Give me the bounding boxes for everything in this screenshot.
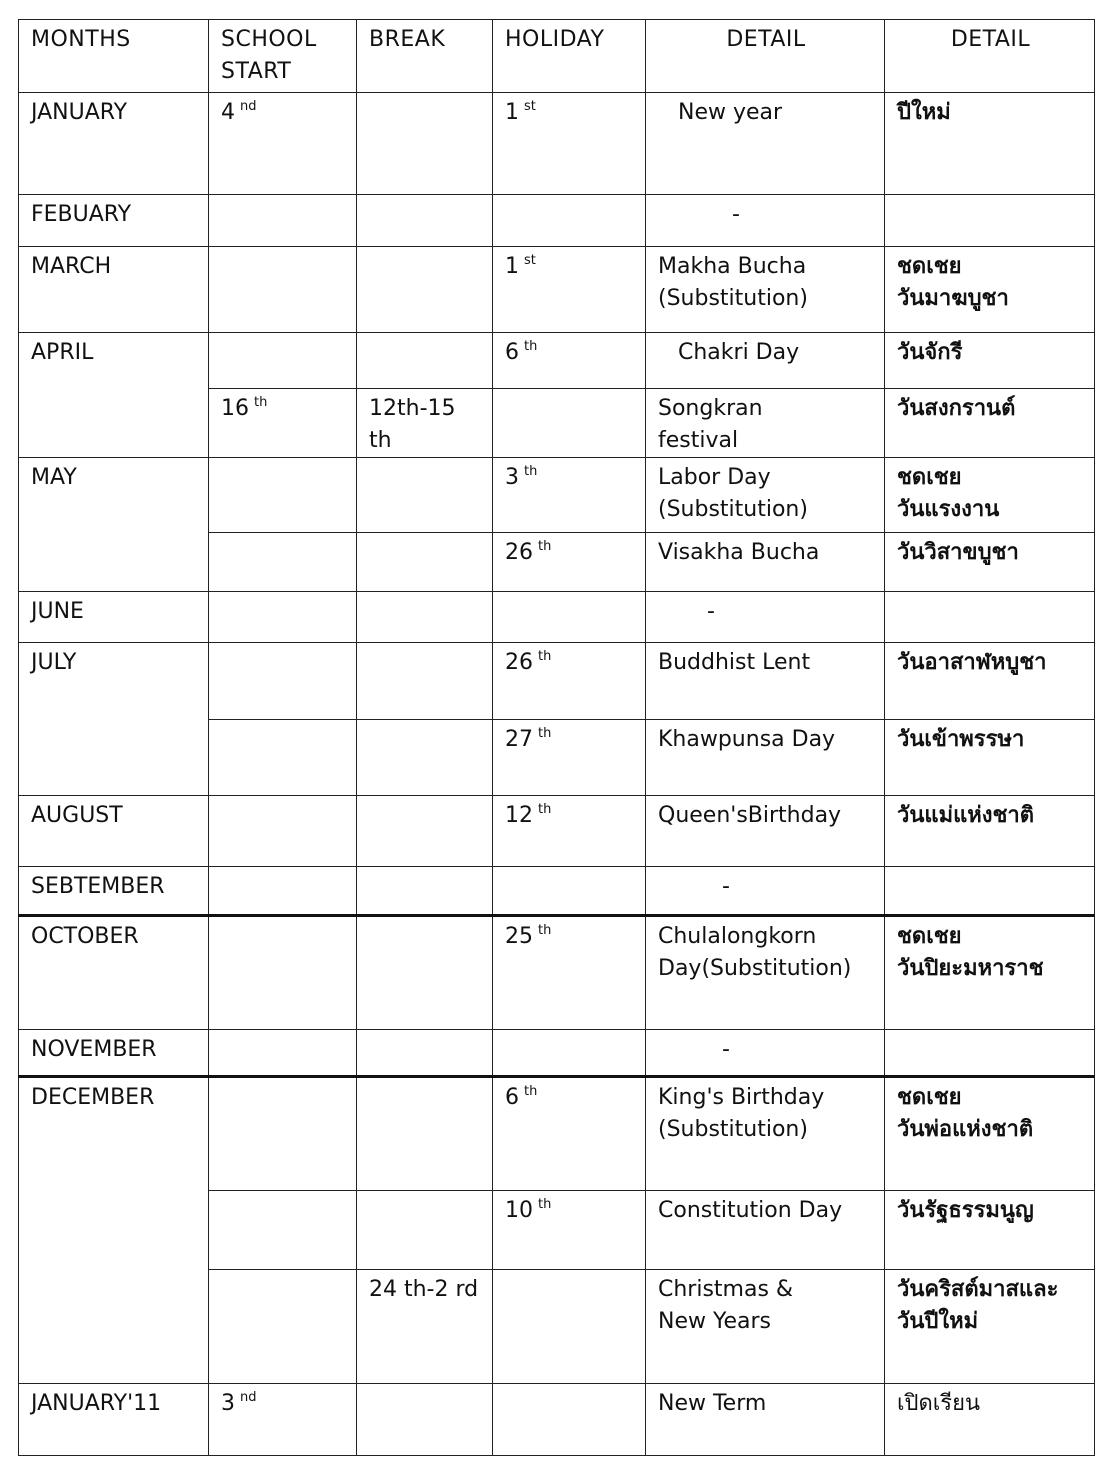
detail-th-cell: วันวิสาขบูชา xyxy=(885,533,1095,592)
detail-th-text: วันคริสต์มาสและ วันปีใหม่ xyxy=(897,1277,1059,1334)
holiday-suffix: th xyxy=(538,923,552,938)
holiday-day: 26 xyxy=(505,650,533,675)
school-start-cell xyxy=(209,93,357,195)
detail-en-text: Christmas & New Years xyxy=(658,1277,794,1334)
holiday-cell xyxy=(493,93,646,195)
break-cell xyxy=(357,1270,493,1384)
detail-th-cell: วันจักรี xyxy=(885,333,1095,389)
holiday-cell xyxy=(493,867,646,916)
detail-en-cell: New Term xyxy=(646,1384,885,1456)
holiday-day: 25 xyxy=(505,924,533,949)
holiday-suffix: th xyxy=(524,1084,538,1099)
detail-th-cell: ปีใหม่ xyxy=(885,93,1095,195)
detail-th-text: ชดเชย วันปิยะมหาราช xyxy=(897,924,1044,981)
detail-en-text: Chulalongkorn Day(Substitution) xyxy=(658,924,852,981)
break-cell xyxy=(357,720,493,796)
header-months: MONTHS xyxy=(19,20,209,93)
holiday-cell xyxy=(493,1030,646,1077)
detail-en-cell xyxy=(646,195,885,247)
detail-th-cell: วันแม่แห่งชาติ xyxy=(885,796,1095,867)
holiday-day: 27 xyxy=(505,727,533,752)
detail-en-cell xyxy=(646,389,885,458)
break-cell xyxy=(357,458,493,533)
school-start-suffix: th xyxy=(254,395,268,410)
table-row xyxy=(19,1384,1095,1456)
holiday-suffix: th xyxy=(538,649,552,664)
detail-th-cell: วันอาสาฬหบูชา xyxy=(885,643,1095,720)
month-cell: MARCH xyxy=(19,247,209,333)
break-cell xyxy=(357,533,493,592)
month-cell: NOVEMBER xyxy=(19,1030,209,1077)
detail-th-cell xyxy=(885,1270,1095,1384)
detail-th-cell: เปิดเรียน xyxy=(885,1384,1095,1456)
holiday-cell xyxy=(493,1191,646,1270)
school-start-cell xyxy=(209,247,357,333)
holiday-cell xyxy=(493,458,646,533)
school-start-cell xyxy=(209,643,357,720)
holiday-cell xyxy=(493,195,646,247)
detail-en-cell xyxy=(646,867,885,916)
school-start-cell xyxy=(209,1270,357,1384)
table-row xyxy=(19,247,1095,333)
detail-th-text: ชดเชย วันพ่อแห่งชาติ xyxy=(897,1085,1034,1142)
month-cell: SEBTEMBER xyxy=(19,867,209,916)
month-cell: APRIL xyxy=(19,333,209,458)
holiday-cell xyxy=(493,1384,646,1456)
detail-en-cell xyxy=(646,1270,885,1384)
header-break: BREAK xyxy=(357,20,493,93)
month-cell: JULY xyxy=(19,643,209,796)
detail-th-cell: วันรัฐธรรมนูญ xyxy=(885,1191,1095,1270)
break-cell xyxy=(357,916,493,1030)
school-start-cell xyxy=(209,195,357,247)
month-cell: JANUARY'11 xyxy=(19,1384,209,1456)
holiday-cell xyxy=(493,333,646,389)
table-row xyxy=(19,916,1095,1030)
detail-en-text: Chakri Day xyxy=(678,340,800,365)
header-school-start-text: SCHOOL START xyxy=(221,27,317,84)
holiday-day: 12 xyxy=(505,803,533,828)
detail-en-text: King's Birthday (Substitution) xyxy=(658,1085,825,1142)
break-cell xyxy=(357,247,493,333)
holiday-cell xyxy=(493,720,646,796)
table-row xyxy=(19,1030,1095,1077)
break-cell xyxy=(357,333,493,389)
break-cell xyxy=(357,796,493,867)
holiday-day: 6 xyxy=(505,1085,519,1110)
detail-en-cell: Constitution Day xyxy=(646,1191,885,1270)
holiday-suffix: st xyxy=(524,99,536,114)
detail-th-cell xyxy=(885,458,1095,533)
detail-th-text: ชดเชย วันแรงงาน xyxy=(897,465,1000,522)
detail-th-cell xyxy=(885,1030,1095,1077)
detail-en-cell: Visakha Bucha xyxy=(646,533,885,592)
month-cell: OCTOBER xyxy=(19,916,209,1030)
detail-en-cell xyxy=(646,1030,885,1077)
school-start-cell xyxy=(209,1191,357,1270)
month-cell: JANUARY xyxy=(19,93,209,195)
detail-en-text: - xyxy=(732,202,740,227)
holiday-suffix: th xyxy=(538,802,552,817)
school-start-cell xyxy=(209,592,357,643)
school-start-cell xyxy=(209,1077,357,1191)
school-start-day: 4 xyxy=(221,100,235,125)
holiday-suffix: st xyxy=(524,253,536,268)
table-row xyxy=(19,1077,1095,1191)
school-start-cell xyxy=(209,796,357,867)
detail-en-text: Songkran festival xyxy=(658,396,763,453)
detail-en-cell xyxy=(646,247,885,333)
holiday-day: 1 xyxy=(505,100,519,125)
break-cell xyxy=(357,867,493,916)
detail-th-cell: วันสงกรานต์ xyxy=(885,389,1095,458)
detail-en-text: - xyxy=(707,599,715,624)
holiday-suffix: th xyxy=(538,1197,552,1212)
detail-th-cell xyxy=(885,916,1095,1030)
holiday-cell xyxy=(493,1077,646,1191)
header-row xyxy=(19,20,1095,93)
break-cell xyxy=(357,389,493,458)
school-start-suffix: nd xyxy=(240,99,257,114)
detail-en-text: Makha Bucha (Substitution) xyxy=(658,254,808,311)
holiday-cell xyxy=(493,533,646,592)
school-start-day: 3 xyxy=(221,1391,235,1416)
holiday-day: 1 xyxy=(505,254,519,279)
holiday-day: 10 xyxy=(505,1198,533,1223)
break-range: 12th-15 th xyxy=(369,396,456,453)
break-cell xyxy=(357,1384,493,1456)
school-start-cell xyxy=(209,458,357,533)
break-cell xyxy=(357,1077,493,1191)
table-row xyxy=(19,867,1095,916)
break-range: 24 th-2 rd xyxy=(369,1277,479,1302)
header-detail-th: DETAIL xyxy=(885,20,1095,93)
holiday-day: 3 xyxy=(505,465,519,490)
detail-en-text: - xyxy=(722,1037,730,1062)
holiday-suffix: th xyxy=(538,726,552,741)
break-cell xyxy=(357,643,493,720)
holiday-calendar-table xyxy=(18,19,1095,1456)
detail-th-cell: วันเข้าพรรษา xyxy=(885,720,1095,796)
school-start-day: 16 xyxy=(221,396,249,421)
header-detail-en: DETAIL xyxy=(646,20,885,93)
detail-en-cell: Khawpunsa Day xyxy=(646,720,885,796)
break-cell xyxy=(357,93,493,195)
month-cell: FEBUARY xyxy=(19,195,209,247)
detail-th-cell xyxy=(885,195,1095,247)
month-cell: MAY xyxy=(19,458,209,592)
detail-th-cell xyxy=(885,592,1095,643)
month-cell: DECEMBER xyxy=(19,1077,209,1384)
month-cell: AUGUST xyxy=(19,796,209,867)
school-start-cell xyxy=(209,1030,357,1077)
break-cell xyxy=(357,1191,493,1270)
holiday-cell xyxy=(493,916,646,1030)
holiday-cell xyxy=(493,796,646,867)
table-row xyxy=(19,195,1095,247)
table-row xyxy=(19,93,1095,195)
holiday-cell xyxy=(493,389,646,458)
detail-th-text: ชดเชย วันมาฆบูชา xyxy=(897,254,1009,311)
detail-en-text: New year xyxy=(678,100,783,125)
school-start-cell xyxy=(209,533,357,592)
holiday-suffix: th xyxy=(524,339,538,354)
header-holiday: HOLIDAY xyxy=(493,20,646,93)
detail-th-cell xyxy=(885,867,1095,916)
table-row xyxy=(19,643,1095,720)
break-cell xyxy=(357,195,493,247)
holiday-cell xyxy=(493,247,646,333)
table-row xyxy=(19,458,1095,533)
detail-en-text: - xyxy=(722,874,730,899)
detail-en-cell: Buddhist Lent xyxy=(646,643,885,720)
holiday-suffix: th xyxy=(538,539,552,554)
holiday-cell xyxy=(493,643,646,720)
school-start-cell xyxy=(209,1384,357,1456)
detail-th-cell xyxy=(885,247,1095,333)
break-cell xyxy=(357,592,493,643)
table-row xyxy=(19,796,1095,867)
detail-en-cell xyxy=(646,93,885,195)
table-row xyxy=(19,592,1095,643)
detail-en-cell xyxy=(646,458,885,533)
holiday-cell xyxy=(493,592,646,643)
month-cell: JUNE xyxy=(19,592,209,643)
school-start-cell xyxy=(209,720,357,796)
detail-en-cell: Queen'sBirthday xyxy=(646,796,885,867)
school-start-cell xyxy=(209,389,357,458)
holiday-day: 6 xyxy=(505,340,519,365)
detail-en-cell xyxy=(646,1077,885,1191)
break-cell xyxy=(357,1030,493,1077)
detail-en-cell xyxy=(646,592,885,643)
holiday-cell xyxy=(493,1270,646,1384)
detail-th-cell xyxy=(885,1077,1095,1191)
table-row xyxy=(19,333,1095,389)
school-start-cell xyxy=(209,867,357,916)
detail-en-cell xyxy=(646,916,885,1030)
school-start-cell xyxy=(209,333,357,389)
holiday-suffix: th xyxy=(524,464,538,479)
header-school-start xyxy=(209,20,357,93)
school-start-suffix: nd xyxy=(240,1390,257,1405)
detail-en-cell xyxy=(646,333,885,389)
school-start-cell xyxy=(209,916,357,1030)
holiday-day: 26 xyxy=(505,540,533,565)
detail-en-text: Labor Day (Substitution) xyxy=(658,465,808,522)
